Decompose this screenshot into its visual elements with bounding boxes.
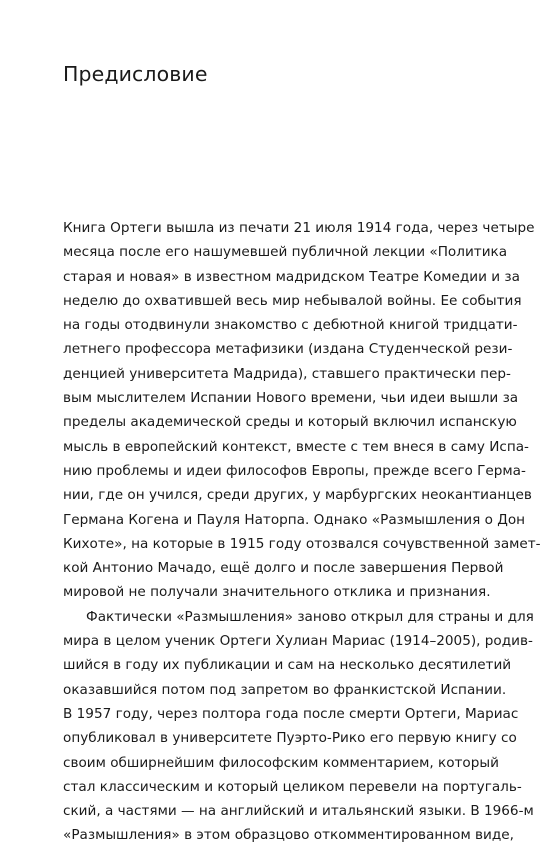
text-line: В 1957 году, через полтора года после смерти Ортеги, Мариас	[63, 705, 519, 722]
text-line: пределы академической среды и который включил испанскую	[63, 414, 517, 431]
text-line: оказавшийся потом под запретом во франкистской Испании.	[63, 681, 507, 698]
text-line: нии, где он учился, среди других, у марбургских неокантианцев	[63, 487, 532, 504]
text-line: мысль в европейский контекст, вместе с тем внеся в саму Испа-	[63, 438, 529, 455]
text-line: неделю до охватившей весь мир небывалой войны. Ее события	[63, 292, 522, 309]
text-line: Фактически «Размышления» заново открыл для страны и для	[86, 608, 534, 625]
text-line: Германа Когена и Пауля Наторпа. Однако «Размышления о Дон	[63, 511, 526, 528]
text-line: старая и новая» в известном мадридском Театре Комедии и за	[63, 268, 520, 285]
text-line: мира в целом ученик Ортеги Хулиан Мариас (1914–2005), родив-	[63, 633, 533, 650]
text-line: летнего профессора метафизики (издана Студенческой рези-	[63, 341, 513, 358]
text-line: шийся в году их публикации и сам на несколько десятилетий	[63, 657, 512, 674]
text-line: вым мыслителем Испании Нового времени, чьи идеи вышли за	[63, 390, 519, 407]
text-line: мировой не получали значительного отклика и признания.	[63, 584, 491, 601]
text-line: Книга Ортеги вышла из печати 21 июля 1914 года, через четыре	[63, 220, 535, 236]
text-line: ский, а частями — на английский и итальянский языки. В 1966-м	[63, 803, 534, 820]
paragraph	[63, 605, 534, 848]
body-text	[63, 216, 541, 848]
text-line: денцией университета Мадрида), ставшего практически пер-	[63, 365, 511, 382]
paragraph	[63, 216, 541, 605]
text-line: Кихоте», на которые в 1915 году отозвался сочувственной замет-	[63, 535, 541, 552]
text-line: кой Антонио Мачадо, ещё долго и после завершения Первой	[63, 560, 504, 577]
text-line: нию проблемы и идеи философов Европы, прежде всего Герма-	[63, 462, 526, 479]
text-line: опубликовал в университете Пуэрто-Рико его первую книгу со	[63, 730, 517, 747]
text-line: стал классическим и который целиком перевели на португаль-	[63, 778, 522, 795]
text-line: своим обширнейшим философским комментарием, который	[63, 754, 499, 771]
page-title: Предисловие	[63, 62, 208, 86]
text-line: «Размышления» в этом образцово откомментированном виде,	[63, 827, 514, 844]
text-line: месяца после его нашумевшей публичной лекции «Политика	[63, 244, 508, 261]
text-line: на годы отодвинули знакомство с дебютной книгой тридцати-	[63, 317, 518, 334]
